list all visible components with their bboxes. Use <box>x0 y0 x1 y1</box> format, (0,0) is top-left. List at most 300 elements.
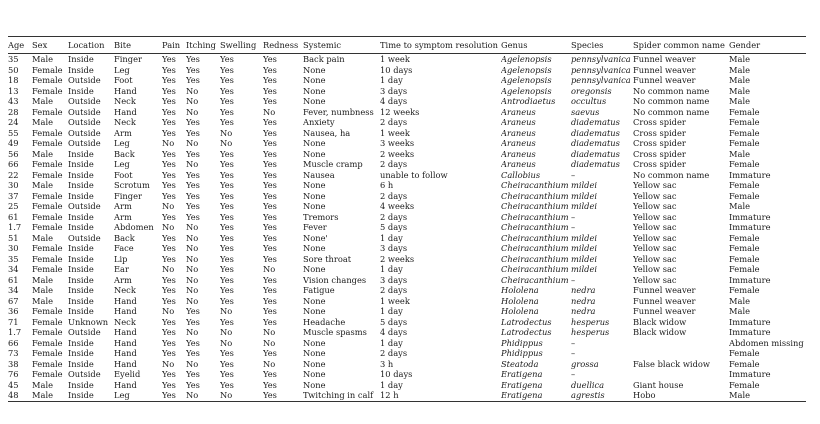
cell-systemic: None' <box>303 232 328 243</box>
cell-common-name: Giant house <box>633 379 684 390</box>
cell-gender: Female <box>729 127 760 138</box>
table-row <box>8 243 806 254</box>
cell-itching: No <box>186 390 220 401</box>
column-header-time: Time to symptom resolution <box>380 37 501 54</box>
cell-gender: Female <box>729 232 760 243</box>
cell-location: Inside <box>68 253 94 264</box>
cell-location: Outside <box>68 369 101 379</box>
cell-swelling: No <box>220 390 263 401</box>
cell-genus: Cheiracanthium <box>501 232 569 243</box>
cell-systemic: None <box>303 348 326 358</box>
table-row <box>8 327 806 338</box>
cell-bite: Hand <box>114 327 137 337</box>
cell-time: 2 days <box>380 211 408 222</box>
cell-pain: Yes <box>162 369 176 379</box>
cell-sex: Male <box>32 54 54 64</box>
cell-species: diadematus <box>571 117 620 127</box>
cell-gender: Male <box>729 75 751 85</box>
column-header-itching: Itching <box>186 37 220 54</box>
cell-swelling: Yes <box>220 379 234 390</box>
cell-species: pennsylvanica <box>571 75 631 85</box>
cell-bite: Finger <box>114 54 142 64</box>
cell-age: 49 <box>8 138 19 148</box>
cell-genus: Agelenopsis <box>501 85 552 96</box>
cell-pain: Yes <box>162 243 176 253</box>
cell-gender: Immature <box>729 369 771 379</box>
cell-species: – <box>571 169 576 180</box>
cell-pain: Yes <box>162 64 176 75</box>
cell-age: 35 <box>8 253 19 264</box>
cell-systemic: None <box>303 85 326 96</box>
cell-location: Inside <box>68 148 94 159</box>
cell-species: nedra <box>571 285 596 295</box>
cell-time: 12 h <box>380 390 501 401</box>
cell-swelling: Yes <box>220 159 234 169</box>
table-row <box>8 138 806 149</box>
table-row <box>8 285 806 296</box>
cell-species: diadematus <box>571 138 620 148</box>
cell-genus: Agelenopsis <box>501 64 552 75</box>
cell-gender: Female <box>729 243 760 253</box>
cell-sex: Female <box>32 253 63 264</box>
cell-common-name: No common name <box>633 85 710 96</box>
cell-location: Inside <box>68 54 94 64</box>
cell-pain: Yes <box>162 75 176 85</box>
cell-redness: Yes <box>263 169 277 180</box>
cell-swelling: Yes <box>220 232 234 243</box>
cell-species: pennsylvanica <box>571 64 631 75</box>
cell-genus: Araneus <box>501 127 536 138</box>
cell-common-name <box>633 348 729 359</box>
cell-common-name: Funnel weaver <box>633 64 696 75</box>
cell-location: Outside <box>68 127 101 138</box>
cell-pain: No <box>162 306 175 316</box>
cell-sex: Female <box>32 316 63 327</box>
cell-species: duellica <box>571 379 605 390</box>
cell-gender: Female <box>729 117 760 127</box>
cell-time: 4 days <box>380 96 408 106</box>
cell-itching: No <box>186 358 199 369</box>
cell-sex: Female <box>32 337 63 348</box>
cell-redness: Yes <box>263 306 277 316</box>
cell-sex: Male <box>32 390 68 401</box>
cell-itching: No <box>186 159 199 169</box>
table-body <box>8 54 806 402</box>
cell-itching: Yes <box>186 169 200 180</box>
table-row <box>8 170 806 181</box>
table-row <box>8 96 806 107</box>
cell-genus: Callobius <box>501 169 541 180</box>
cell-pain: Yes <box>162 232 176 243</box>
cell-gender: Male <box>729 96 751 106</box>
cell-systemic: Fatigue <box>303 285 335 295</box>
cell-common-name: Funnel weaver <box>633 306 696 316</box>
cell-age: 37 <box>8 190 19 201</box>
cell-gender: Female <box>729 264 760 274</box>
cell-itching: Yes <box>186 180 200 190</box>
cell-sex: Female <box>32 211 63 222</box>
table-row <box>8 201 806 212</box>
cell-genus: Araneus <box>501 106 536 117</box>
cell-pain: Yes <box>162 117 176 127</box>
cell-time: 6 h <box>380 180 394 190</box>
cell-gender: Immature <box>729 327 771 337</box>
cell-common-name <box>633 338 729 349</box>
table-row <box>8 107 806 118</box>
cell-redness: Yes <box>263 253 277 264</box>
cell-common-name: Funnel weaver <box>633 295 696 306</box>
cell-gender: Male <box>729 85 751 96</box>
cell-genus: Phidippus <box>501 337 543 348</box>
cell-species: – <box>571 274 576 285</box>
cell-bite: Foot <box>114 169 133 180</box>
table-row <box>8 317 806 328</box>
cell-bite: Back <box>114 148 135 159</box>
cell-age: 13 <box>8 85 19 96</box>
cell-pain: Yes <box>162 106 176 117</box>
cell-swelling: Yes <box>220 211 234 222</box>
cell-common-name: No common name <box>633 106 710 117</box>
cell-common-name: Yellow sac <box>633 201 677 211</box>
cell-redness: Yes <box>263 348 277 358</box>
cell-common-name: Black widow <box>633 327 687 337</box>
cell-swelling: No <box>220 337 233 348</box>
cell-species: hesperus <box>571 327 610 337</box>
cell-genus: Hololena <box>501 285 539 295</box>
cell-bite: Eyelid <box>114 369 141 379</box>
cell-common-name: Yellow sac <box>633 190 677 201</box>
table-row <box>8 264 806 275</box>
cell-time: 2 days <box>380 190 408 201</box>
cell-systemic: None <box>303 201 326 211</box>
cell-pain: Yes <box>162 295 176 306</box>
cell-systemic: Anxiety <box>303 117 335 127</box>
cell-bite: Ear <box>114 264 129 274</box>
cell-time: 1 week <box>380 54 410 64</box>
cell-bite: Leg <box>114 159 130 169</box>
cell-pain: Yes <box>162 159 176 169</box>
cell-genus: Araneus <box>501 138 536 148</box>
cell-systemic: Tremors <box>303 211 339 222</box>
cell-gender: Immature <box>729 211 771 222</box>
cell-age: 1.7 <box>8 222 22 232</box>
cell-location: Inside <box>68 211 94 222</box>
cell-species: grossa <box>571 358 599 369</box>
cell-common-name: Hobo <box>633 390 729 401</box>
cell-pain: Yes <box>162 180 176 190</box>
cell-genus: Cheiracanthium <box>501 243 569 253</box>
cell-gender: Female <box>729 285 760 295</box>
cell-genus: Araneus <box>501 148 536 159</box>
table-row <box>8 348 806 359</box>
cell-swelling: Yes <box>220 148 234 159</box>
cell-age: 35 <box>8 54 19 64</box>
cell-gender: Female <box>729 190 760 201</box>
cell-species: occultus <box>571 96 607 106</box>
cell-itching: Yes <box>186 190 200 201</box>
cell-bite: Arm <box>114 201 132 211</box>
cell-time: 5 days <box>380 316 408 327</box>
cell-pain: No <box>162 358 175 369</box>
cell-gender: Male <box>729 64 751 75</box>
cell-systemic: None <box>303 64 326 75</box>
cell-systemic: None <box>303 243 326 253</box>
cell-time: 1 week <box>380 127 410 138</box>
cell-bite: Hand <box>114 337 137 348</box>
cell-common-name: Yellow sac <box>633 211 677 222</box>
cell-species: pennsylvanica <box>571 54 631 64</box>
cell-itching: Yes <box>186 316 200 327</box>
cell-common-name: Cross spider <box>633 148 686 159</box>
cell-redness: No <box>263 327 276 337</box>
cell-sex: Female <box>32 201 63 211</box>
table-row <box>8 306 806 317</box>
cell-swelling: Yes <box>220 253 234 264</box>
cell-genus: Phidippus <box>501 348 543 358</box>
column-header-pain: Pain <box>162 37 186 54</box>
cell-age: 48 <box>8 390 32 401</box>
cell-location: Outside <box>68 75 101 85</box>
cell-location: Outside <box>68 138 101 148</box>
cell-redness: No <box>263 358 276 369</box>
cell-species: diadematus <box>571 148 620 159</box>
cell-gender: Female <box>729 106 760 117</box>
cell-sex: Male <box>32 180 54 190</box>
cell-swelling: Yes <box>220 75 234 85</box>
cell-pain: Yes <box>162 169 176 180</box>
cell-time: 3 days <box>380 85 408 96</box>
cell-itching: Yes <box>186 117 200 127</box>
cell-sex: Female <box>32 358 63 369</box>
cell-itching: No <box>186 264 199 274</box>
table-row <box>8 369 806 380</box>
cell-bite: Leg <box>114 390 162 401</box>
cell-pain: Yes <box>162 390 186 401</box>
cell-systemic: None <box>303 138 326 148</box>
cell-genus: Cheiracanthium <box>501 253 569 264</box>
cell-gender: Immature <box>729 274 771 285</box>
cell-sex: Female <box>32 348 63 358</box>
cell-species: saevus <box>571 106 600 117</box>
cell-systemic: Back pain <box>303 54 345 64</box>
cell-systemic: None <box>303 358 326 369</box>
cell-common-name: False black widow <box>633 358 710 369</box>
cell-common-name: No common name <box>633 169 710 180</box>
cell-sex: Female <box>32 169 63 180</box>
cell-common-name: Yellow sac <box>633 274 677 285</box>
cell-itching: No <box>186 85 199 96</box>
cell-sex: Male <box>32 379 54 390</box>
cell-gender: Male <box>729 201 751 211</box>
cell-age: 45 <box>8 379 19 390</box>
cell-itching: Yes <box>186 75 200 85</box>
cell-sex: Male <box>32 232 54 243</box>
cell-swelling: Yes <box>220 96 234 106</box>
cell-sex: Female <box>32 159 63 169</box>
cell-redness: Yes <box>263 222 277 232</box>
cell-gender: Female <box>729 138 760 148</box>
cell-species: nedra <box>571 306 596 316</box>
cell-redness: Yes <box>263 316 277 327</box>
cell-systemic: None <box>303 369 326 379</box>
spider-bite-table <box>8 36 806 402</box>
cell-location: Inside <box>68 243 94 253</box>
cell-age: 66 <box>8 159 19 169</box>
table-row <box>8 191 806 202</box>
cell-species: mildei <box>571 243 598 253</box>
cell-genus: Cheiracanthium <box>501 190 569 201</box>
cell-age: 51 <box>8 232 19 243</box>
cell-redness: Yes <box>263 243 277 253</box>
cell-swelling: Yes <box>220 348 234 358</box>
cell-systemic: Nausea <box>303 169 335 180</box>
cell-location: Outside <box>68 96 101 106</box>
cell-systemic: Twitching in calf <box>303 390 380 401</box>
cell-systemic: None <box>303 306 326 316</box>
cell-time: 1 day <box>380 379 403 390</box>
cell-location: Inside <box>68 285 94 295</box>
cell-sex: Female <box>32 127 63 138</box>
table-row <box>8 54 806 65</box>
table-row <box>8 390 806 401</box>
cell-location: Inside <box>68 180 94 190</box>
cell-location: Inside <box>68 159 94 169</box>
table-row <box>8 86 806 97</box>
cell-pain: Yes <box>162 96 176 106</box>
cell-time: 5 days <box>380 222 408 232</box>
cell-redness: Yes <box>263 211 277 222</box>
cell-swelling: Yes <box>220 274 234 285</box>
column-header-location: Location <box>68 37 114 54</box>
cell-common-name: Funnel weaver <box>633 54 696 64</box>
cell-location: Inside <box>68 390 114 401</box>
cell-species: oregonsis <box>571 85 612 96</box>
cell-genus: Cheiracanthium <box>501 211 569 222</box>
cell-itching: No <box>186 96 199 106</box>
cell-systemic: None <box>303 337 326 348</box>
cell-genus: Antrodiaetus <box>501 96 556 106</box>
cell-sex: Female <box>32 306 63 316</box>
cell-itching: No <box>186 232 199 243</box>
cell-common-name: Cross spider <box>633 127 686 138</box>
cell-swelling: No <box>220 138 233 148</box>
cell-pain: Yes <box>162 85 176 96</box>
cell-bite: Lip <box>114 253 128 264</box>
cell-itching: Yes <box>186 379 200 390</box>
cell-redness: Yes <box>263 75 277 85</box>
cell-time: 2 days <box>380 285 408 295</box>
cell-pain: Yes <box>162 127 176 138</box>
cell-itching: No <box>186 295 199 306</box>
cell-age: 43 <box>8 96 19 106</box>
cell-location: Inside <box>68 85 94 96</box>
cell-age: 34 <box>8 285 19 295</box>
cell-redness: Yes <box>263 96 277 106</box>
cell-common-name: Funnel weaver <box>633 285 696 295</box>
table-row <box>8 222 806 233</box>
cell-location: Outside <box>68 106 101 117</box>
cell-swelling: Yes <box>220 169 234 180</box>
cell-common-name: Funnel weaver <box>633 75 696 85</box>
cell-genus: Cheiracanthium <box>501 180 569 190</box>
cell-gender: Male <box>729 306 751 316</box>
cell-swelling: Yes <box>220 190 234 201</box>
cell-common-name: Black widow <box>633 316 687 327</box>
column-header-bite: Bite <box>114 37 162 54</box>
cell-time: 2 weeks <box>380 148 415 159</box>
cell-sex: Male <box>32 285 54 295</box>
cell-gender: Immature <box>729 222 771 232</box>
cell-pain: No <box>162 222 175 232</box>
cell-pain: Yes <box>162 190 176 201</box>
cell-time: 3 weeks <box>380 138 415 148</box>
cell-gender: Male <box>729 295 751 306</box>
cell-redness: Yes <box>263 285 277 295</box>
cell-swelling: Yes <box>220 222 234 232</box>
cell-time: 4 days <box>380 327 408 337</box>
cell-age: 30 <box>8 180 19 190</box>
cell-location: Outside <box>68 232 101 243</box>
cell-genus: Latrodectus <box>501 316 552 327</box>
cell-location: Inside <box>68 306 94 316</box>
cell-time: 3 h <box>380 358 394 369</box>
cell-age: 28 <box>8 106 19 117</box>
cell-age: 34 <box>8 264 19 274</box>
cell-age: 73 <box>8 348 19 358</box>
cell-time: 3 days <box>380 274 408 285</box>
cell-itching: No <box>186 327 199 337</box>
cell-bite: Arm <box>114 127 132 138</box>
cell-redness: Yes <box>263 390 303 401</box>
cell-swelling: No <box>220 306 233 316</box>
cell-genus: Cheiracanthium <box>501 274 569 285</box>
cell-location: Inside <box>68 348 94 358</box>
cell-species: mildei <box>571 232 598 243</box>
cell-redness: No <box>263 264 276 274</box>
cell-systemic: None <box>303 264 326 274</box>
cell-redness: Yes <box>263 159 277 169</box>
cell-bite: Finger <box>114 190 142 201</box>
cell-age: 22 <box>8 169 19 180</box>
cell-time: 2 weeks <box>380 253 415 264</box>
cell-swelling: Yes <box>220 85 234 96</box>
cell-time: 10 days <box>380 64 413 75</box>
cell-pain: No <box>162 138 175 148</box>
cell-genus: Cheiracanthium <box>501 222 569 232</box>
cell-redness: No <box>263 106 276 117</box>
cell-redness: Yes <box>263 190 277 201</box>
cell-age: 61 <box>8 274 19 285</box>
cell-bite: Hand <box>114 306 137 316</box>
cell-itching: Yes <box>186 211 200 222</box>
table-row <box>8 338 806 349</box>
cell-itching: No <box>186 253 199 264</box>
cell-species: mildei <box>571 190 598 201</box>
cell-genus: Hololena <box>501 306 539 316</box>
cell-age: 1.7 <box>8 327 22 337</box>
cell-bite: Face <box>114 243 134 253</box>
cell-species: – <box>571 337 576 348</box>
cell-age: 66 <box>8 337 19 348</box>
cell-time: 4 weeks <box>380 201 415 211</box>
cell-bite: Hand <box>114 379 137 390</box>
cell-swelling: Yes <box>220 316 234 327</box>
cell-gender: Female <box>729 159 760 169</box>
cell-species: hesperus <box>571 316 610 327</box>
cell-time: 10 days <box>380 369 413 379</box>
cell-common-name: Yellow sac <box>633 180 677 190</box>
cell-itching: No <box>186 274 199 285</box>
